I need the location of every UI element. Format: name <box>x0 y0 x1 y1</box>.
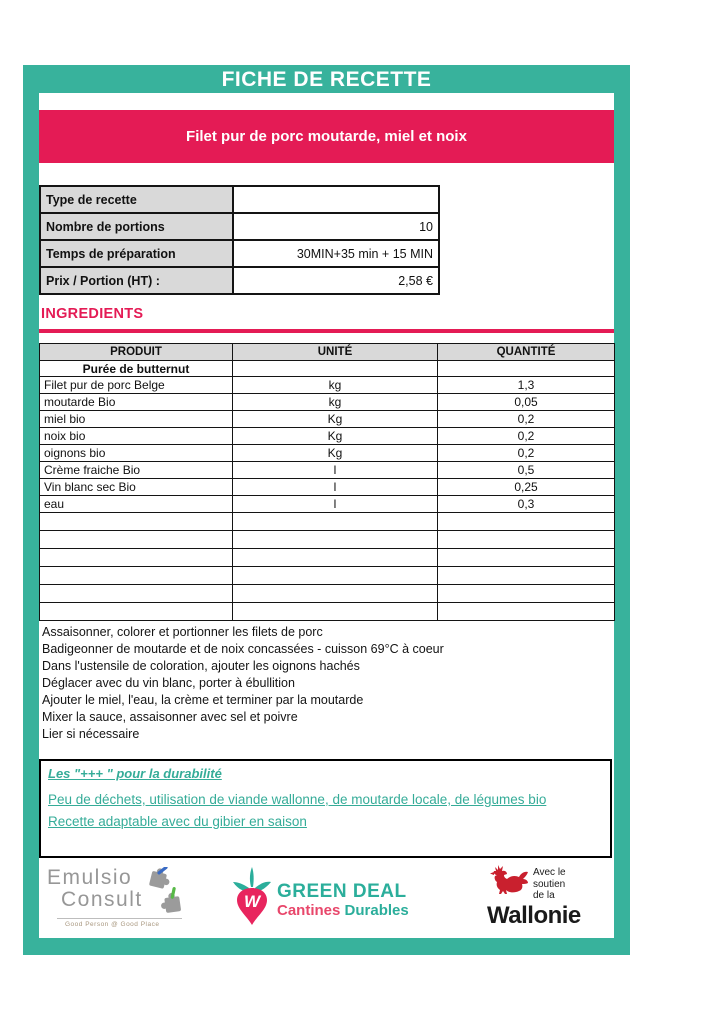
subheader-row <box>40 361 615 377</box>
footer-logos <box>39 867 614 937</box>
ingredient-produit: oignons bio <box>40 445 233 462</box>
info-label-portions: Nombre de portions <box>40 213 233 240</box>
info-label-temps: Temps de préparation <box>40 240 233 267</box>
info-value-portions: 10 <box>233 213 439 240</box>
emulsio-tagline: Good Person @ Good Place <box>65 921 160 928</box>
ingredients-subheader: Purée de butternut <box>40 361 233 377</box>
wallonie-wordmark: Wallonie <box>487 902 581 929</box>
ingredient-produit: moutarde Bio <box>40 394 233 411</box>
table-row <box>40 213 439 240</box>
emulsio-divider <box>57 918 182 919</box>
emulsio-consult-logo <box>47 867 222 928</box>
wallonie-logo <box>487 863 617 930</box>
ingredient-row <box>40 445 615 462</box>
emulsio-wordmark: Emulsio <box>47 866 133 889</box>
preparation-steps <box>42 624 444 743</box>
ingredient-unite: kg <box>233 394 438 411</box>
empty-row <box>40 513 615 531</box>
instruction-line: Badigeonner de moutarde et de noix concassées - cuisson 69°C à coeur <box>42 642 444 656</box>
ingredient-quantite: 0,25 <box>438 479 615 496</box>
ingredient-unite: kg <box>233 377 438 394</box>
recipe-info-table <box>39 185 440 295</box>
svg-text:W: W <box>243 892 261 911</box>
page-body <box>39 93 614 938</box>
recipe-title: Filet pur de porc moutarde, miel et noix <box>186 128 467 145</box>
ingredient-quantite: 1,3 <box>438 377 615 394</box>
puzzle-pieces-icon <box>145 867 189 915</box>
ingredient-produit: eau <box>40 496 233 513</box>
recipe-title-banner <box>39 110 614 163</box>
ingredient-quantite: 0,2 <box>438 411 615 428</box>
instruction-line: Dans l'ustensile de coloration, ajouter les oignons hachés <box>42 659 360 673</box>
page-frame <box>23 65 630 955</box>
info-value-prix: 2,58 € <box>233 267 439 294</box>
durables-wordmark: Durables <box>344 902 409 919</box>
beet-icon <box>233 867 271 934</box>
consult-wordmark: Consult <box>61 888 143 911</box>
ingredient-row <box>40 394 615 411</box>
durability-line: Peu de déchets, utilisation de viande wallonne, de moutarde locale, de légumes bio <box>48 792 547 807</box>
ingredient-row <box>40 411 615 428</box>
ingredient-produit: miel bio <box>40 411 233 428</box>
page-title: FICHE DE RECETTE <box>221 68 432 91</box>
ingredient-row <box>40 462 615 479</box>
ingredient-quantite: 0,05 <box>438 394 615 411</box>
col-header-quantite: QUANTITÉ <box>438 344 615 361</box>
col-header-produit: PRODUIT <box>40 344 233 361</box>
ingredients-section-title: INGREDIENTS <box>41 306 144 322</box>
empty-row <box>40 567 615 585</box>
ingredient-unite: l <box>233 479 438 496</box>
durability-title: Les "+++ " pour la durabilité <box>48 766 222 781</box>
empty-row <box>40 549 615 567</box>
green-deal-logo <box>233 867 409 934</box>
ingredient-unite: l <box>233 496 438 513</box>
ingredient-unite: Kg <box>233 428 438 445</box>
table-header-row <box>40 344 615 361</box>
cantines-wordmark: Cantines <box>277 902 341 919</box>
rooster-icon <box>487 863 529 906</box>
empty-row <box>40 603 615 621</box>
ingredient-unite: Kg <box>233 411 438 428</box>
ingredients-divider <box>39 329 614 333</box>
instruction-line: Assaisonner, colorer et portionner les filets de porc <box>42 625 323 639</box>
ingredient-produit: noix bio <box>40 428 233 445</box>
instruction-line: Mixer la sauce, assaisonner avec sel et poivre <box>42 710 298 724</box>
wallonie-support-text: Avec le soutien de la <box>533 867 566 901</box>
ingredient-row <box>40 496 615 513</box>
ingredient-unite: Kg <box>233 445 438 462</box>
ingredients-table <box>39 343 615 621</box>
ingredient-produit: Crème fraiche Bio <box>40 462 233 479</box>
info-value-temps: 30MIN+35 min + 15 MIN <box>233 240 439 267</box>
ingredient-quantite: 0,2 <box>438 428 615 445</box>
info-value-type <box>233 186 439 213</box>
green-deal-wordmark: GREEN DEAL <box>277 881 407 902</box>
col-header-unite: UNITÉ <box>233 344 438 361</box>
ingredient-quantite: 0,2 <box>438 445 615 462</box>
instruction-line: Lier si nécessaire <box>42 727 140 741</box>
ingredient-row <box>40 479 615 496</box>
ingredient-quantite: 0,3 <box>438 496 615 513</box>
ingredient-row <box>40 428 615 445</box>
info-label-type: Type de recette <box>40 186 233 213</box>
instruction-line: Ajouter le miel, l'eau, la crème et terminer par la moutarde <box>42 693 364 707</box>
durability-line: Recette adaptable avec du gibier en saison <box>48 814 307 829</box>
ingredient-unite: l <box>233 462 438 479</box>
ingredient-produit: Filet pur de porc Belge <box>40 377 233 394</box>
ingredient-quantite: 0,5 <box>438 462 615 479</box>
durability-box <box>39 759 612 858</box>
table-row <box>40 240 439 267</box>
table-row <box>40 186 439 213</box>
table-row <box>40 267 439 294</box>
info-label-prix: Prix / Portion (HT) : <box>40 267 233 294</box>
ingredient-row <box>40 377 615 394</box>
empty-row <box>40 531 615 549</box>
ingredient-produit: Vin blanc sec Bio <box>40 479 233 496</box>
empty-row <box>40 585 615 603</box>
instruction-line: Déglacer avec du vin blanc, porter à ébullition <box>42 676 295 690</box>
